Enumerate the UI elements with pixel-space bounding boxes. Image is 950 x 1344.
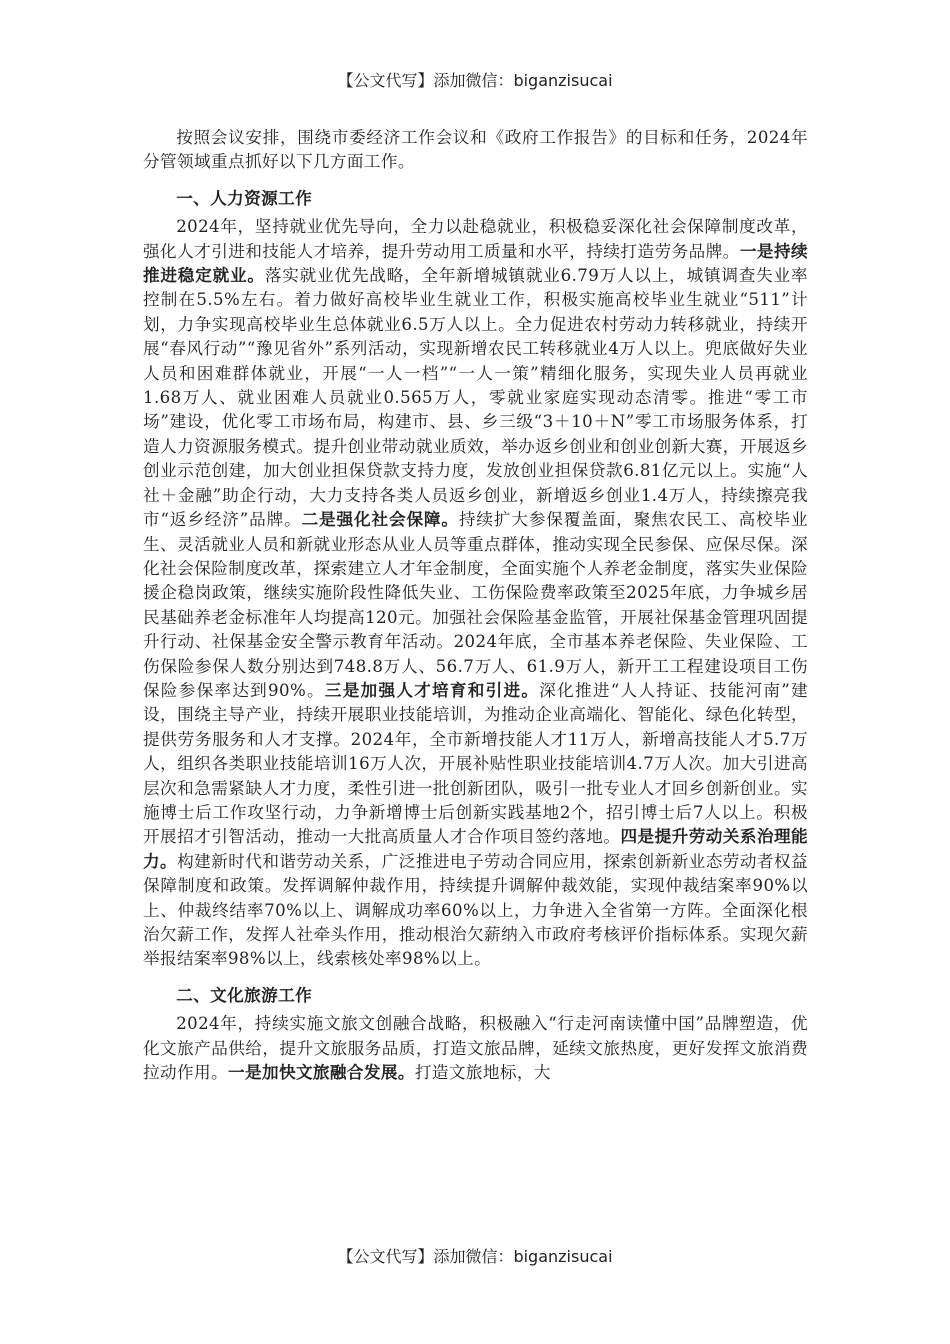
document-body xyxy=(143,126,808,1085)
bold-lead-3: 三是加强人才培育和引进。 xyxy=(324,680,540,700)
bold-lead-1: 一是持续推进稳定就业。 xyxy=(143,241,808,286)
section-culture-paragraph xyxy=(143,1012,808,1085)
text-run: 构建新时代和谐劳动关系，广泛推进电子劳动合同应用，探索创新新业态劳动者权益保障制度和政策。发挥调解仲裁作用，持续提升调解仲裁效能，实现仲裁结案率90%以上、仲裁终结率70%以上、调解成功率60%以上，力争进入全省第一方阵。全面深化根治欠薪工作，发挥人社牵头作用，推动根治欠薪纳入市政府考核评价指标体系。实现欠薪举报结案率98%以上，线索核处率98%以上。 xyxy=(143,851,808,969)
text-run: 打造文旅地标，大 xyxy=(414,1063,551,1083)
text-run: 落实就业优先战略，全年新增城镇就业6.79万人以上，城镇调查失业率控制在5.5%左右。着力做好高校毕业生就业工作，积极实施高校毕业生就业“511”计划，力争实现高校毕业生总体就业6.5万人以上。全力促进农村劳动力转移就业，持续开展“春风行动”“豫见省外”系列活动，实现新增农民工转移就业4万人以上。兜底做好失业人员和困难群体就业，开展“一人一档”“一人一策”精细化服务，实现失业人员再就业1.68万人、就业困难人员就业0.565万人，零就业家庭实现动态清零。推进“零工市场”建设，优化零工市场布局，构建市、县、乡三级“3＋10＋N”零工市场服务体系，打造人力资源服务模式。提升创业带动就业质效，举办返乡创业和创业创新大赛，开展返乡创业示范创建，加大创业担保贷款支持力度，发放创业担保贷款6.81亿元以上。实施“人社＋金融”助企行动，大力支持各类人员返乡创业，新增返乡创业1.4万人，持续擦亮我市“返乡经济”品牌。 xyxy=(143,266,808,530)
section-heading-culture: 二、文化旅游工作 xyxy=(176,985,313,1005)
intro-paragraph: 按照会议安排，围绕市委经济工作会议和《政府工作报告》的目标和任务，2024年分管领域重点抓好以下几方面工作。 xyxy=(143,128,808,172)
text-run: 深化推进“人人持证、技能河南”建设，围绕主导产业，持续开展职业技能培训，为推动企业高端化、智能化、绿色化转型，提供劳务服务和人才支撑。2024年，全市新增技能人才11万人，新增高技能人才5.7万人，组织各类职业技能培训16万人次，开展补贴性职业技能培训4.7万人次。加大引进高层次和急需紧缺人才力度，柔性引进一批创新团队，吸引一批专业人才回乡创新创业。实施博士后工作攻坚行动，力争新增博士后创新实践基地2个，招引博士后7人以上。积极开展招才引智活动，推动一大批高质量人才合作项目签约落地。 xyxy=(143,680,808,847)
bold-lead-culture-1: 一是加快文旅融合发展。 xyxy=(227,1063,415,1083)
text-run: 2024年，坚持就业优先导向，全力以赴稳就业，积极稳妥深化社会保障制度改革，强化人才引进和技能人才培养，提升劳动用工质量和水平，持续打造劳务品牌。 xyxy=(143,217,808,261)
text-run: 2024年，持续实施文旅文创融合战略，积极融入“行走河南读懂中国”品牌塑造，优化文旅产品供给，提升文旅服务品质，打造文旅品牌，延续文旅热度，更好发挥文旅消费拉动作用。 xyxy=(143,1014,808,1083)
page-footer: 【公文代写】添加微信：biganzisucai xyxy=(337,1247,613,1266)
text-run: 持续扩大参保覆盖面，聚焦农民工、高校毕业生、灵活就业人员和新就业形态从业人员等重点群体，推动实现全民参保、应保尽保。深化社会保险制度改革，探索建立人才年金制度，全面实施个人养老金制度，落实失业保险援企稳岗政策，继续实施阶段性降低失业、工伤保险费率政策至2025年底，力争城乡居民基础养老金标准年人均提高120元。加强社会保险基金监管，开展社保基金管理巩固提升行动、社保基金安全警示教育年活动。2024年底，全市基本养老保险、失业保险、工伤保险参保人数分别达到748.8万人、56.7万人、61.9万人，新开工工程建设项目工伤保险参保率达到90%。 xyxy=(143,510,809,700)
section-heading-hr: 一、人力资源工作 xyxy=(176,188,313,208)
page-header: 【公文代写】添加微信：biganzisucai xyxy=(337,71,613,90)
section-hr-paragraph xyxy=(143,215,808,972)
bold-lead-2: 二是强化社会保障。 xyxy=(301,510,459,530)
bold-lead-4: 四是提升劳动关系治理能力。 xyxy=(143,827,809,871)
